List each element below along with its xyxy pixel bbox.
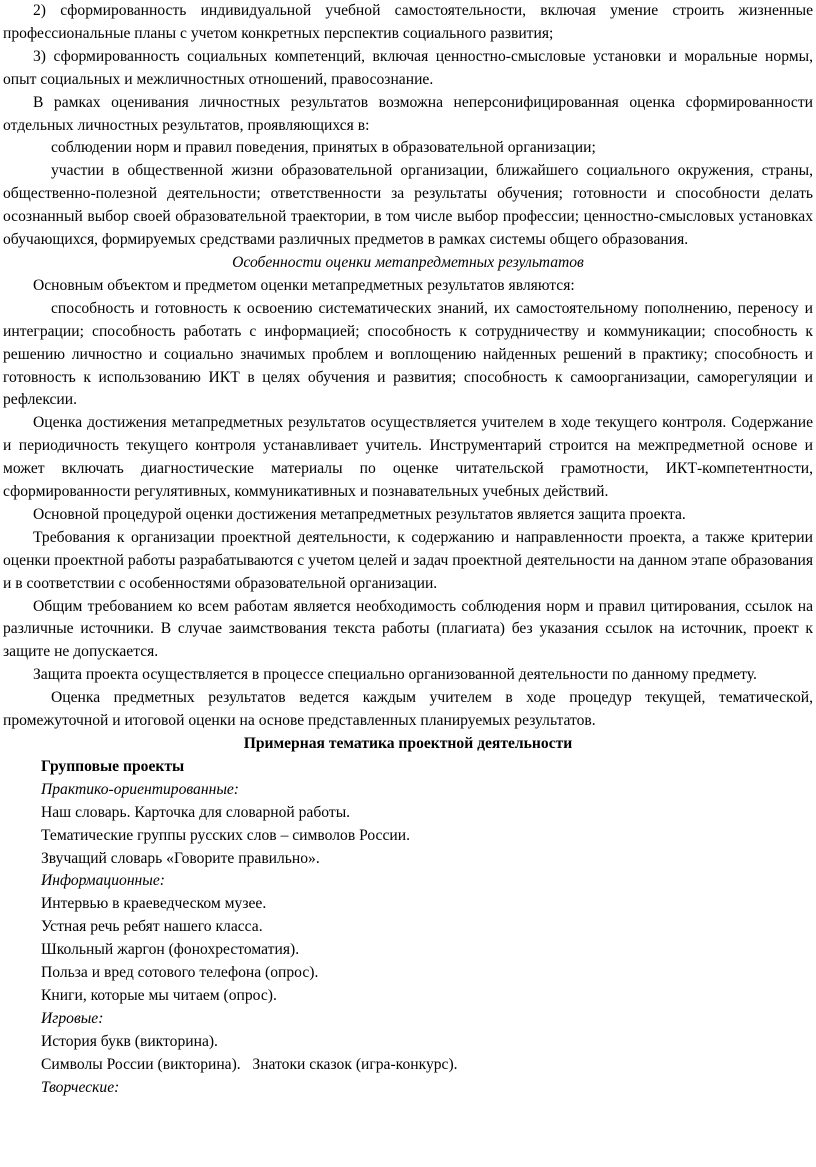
category-label: Творческие: (41, 1078, 120, 1096)
meta-paragraph-procedure: Основной процедурой оценки достижения метапредметных результатов является защита проекта. (33, 505, 686, 523)
meta-paragraph-defense: Защита проекта осуществляется в процессе специально организованной деятельности по данному предмету. (33, 666, 757, 684)
list-item: Школьный жаргон (фонохрестоматия). (41, 941, 300, 959)
meta-paragraph-requirements: Требования к организации проектной деятельности, к содержанию и направленности проекта, а также критерии оценки проектной работы разрабатываются с учетом целей и задач проектной деятельности на данном этапе образования и в соответствии с особенностями образовательной организации. (3, 528, 813, 592)
list-item: Книги, которые мы читаем (опрос). (41, 986, 277, 1004)
list-item: Польза и вред сотового телефона (опрос). (41, 964, 319, 982)
list-item: Тематические группы русских слов – символов России. (41, 826, 410, 844)
meta-paragraph-citation: Общим требованием ко всем работам является необходимость соблюдения норм и правил цитирования, ссылок на различные источники. В случае заимствования текста работы (плагиата) без указания ссылок на источник, проект к защите не допускается. (3, 597, 813, 661)
meta-paragraph-object: Основным объектом и предметом оценки метапредметных результатов являются: (33, 276, 575, 294)
list-item: Звучащий словарь «Говорите правильно». (41, 849, 320, 867)
paragraph-social-competence: 3) сформированность социальных компетенций, включая ценностно-смысловые установки и моральные нормы, опыт социальных и межличностных отношений, правосознание. (3, 47, 813, 88)
projects-heading: Примерная тематика проектной деятельности (243, 735, 573, 752)
list-item: Символы России (викторина). Знатоки сказок (игра-конкурс). (41, 1055, 458, 1073)
meta-paragraph-subject-results: Оценка предметных результатов ведется каждым учителем в ходе процедур текущей, тематической, промежуточной и итоговой оценки на основе представленных планируемых результатов. (3, 689, 813, 730)
meta-paragraph-abilities: способность и готовность к освоению систематических знаний, их самостоятельному пополнению, переносу и интеграции; способность работать с информацией; способность к сотрудничеству и коммуникации; способность к решению личностно и социально значимых проблем и воплощению найденных решений в практику; способность и готовность к использованию ИКТ в целях обучения и развития; способность к самоорганизации, саморегуляции и рефлексии. (3, 299, 813, 409)
document-page (3, 0, 813, 1100)
paragraph-norms: соблюдении норм и правил поведения, принятых в образовательной организации; (51, 139, 596, 157)
list-item: Устная речь ребят нашего класса. (41, 918, 263, 936)
category-label: Практико-ориентированные: (41, 780, 239, 798)
paragraph-participation: участии в общественной жизни образовательной организации, ближайшего социального окружения, страны, общественно-полезной деятельности; ответственности за результаты обучения; готовности и способности делать осознанный выбор своей образовательной траектории, в том числе выбор профессии; ценностно-смысловых установках обучающихся, формируемых средствами различных предметов в рамках системы общего образования. (3, 162, 813, 249)
meta-results-heading: Особенности оценки метапредметных результатов (232, 253, 584, 271)
paragraph-social-planning: 2) сформированность индивидуальной учебной самостоятельности, включая умение строить жизненные профессиональные планы с учетом конкретных перспектив социального развития; (3, 2, 813, 42)
meta-paragraph-assessment: Оценка достижения метапредметных результатов осуществляется учителем в ходе текущего контроля. Содержание и периодичность текущего контроля устанавливает учитель. Инструментарий строится на межпредметной основе и может включать диагностические материалы по оценке читательской грамотности, ИКТ-компетентности, сформированности регулятивных, коммуникативных и познавательных учебных действий. (3, 414, 813, 501)
paragraph-personal-results: В рамках оценивания личностных результатов возможна неперсонифицированная оценка сформированности отдельных личностных результатов, проявляющихся в: (3, 93, 813, 134)
group-projects-heading: Групповые проекты (41, 757, 185, 775)
category-label: Информационные: (41, 872, 165, 890)
list-item: История букв (викторина). (41, 1032, 218, 1050)
project-topics-list (3, 756, 813, 1100)
category-label: Игровые: (41, 1009, 104, 1027)
list-item: Интервью в краеведческом музее. (41, 895, 267, 913)
list-item: Наш словарь. Карточка для словарной работы. (41, 803, 351, 821)
